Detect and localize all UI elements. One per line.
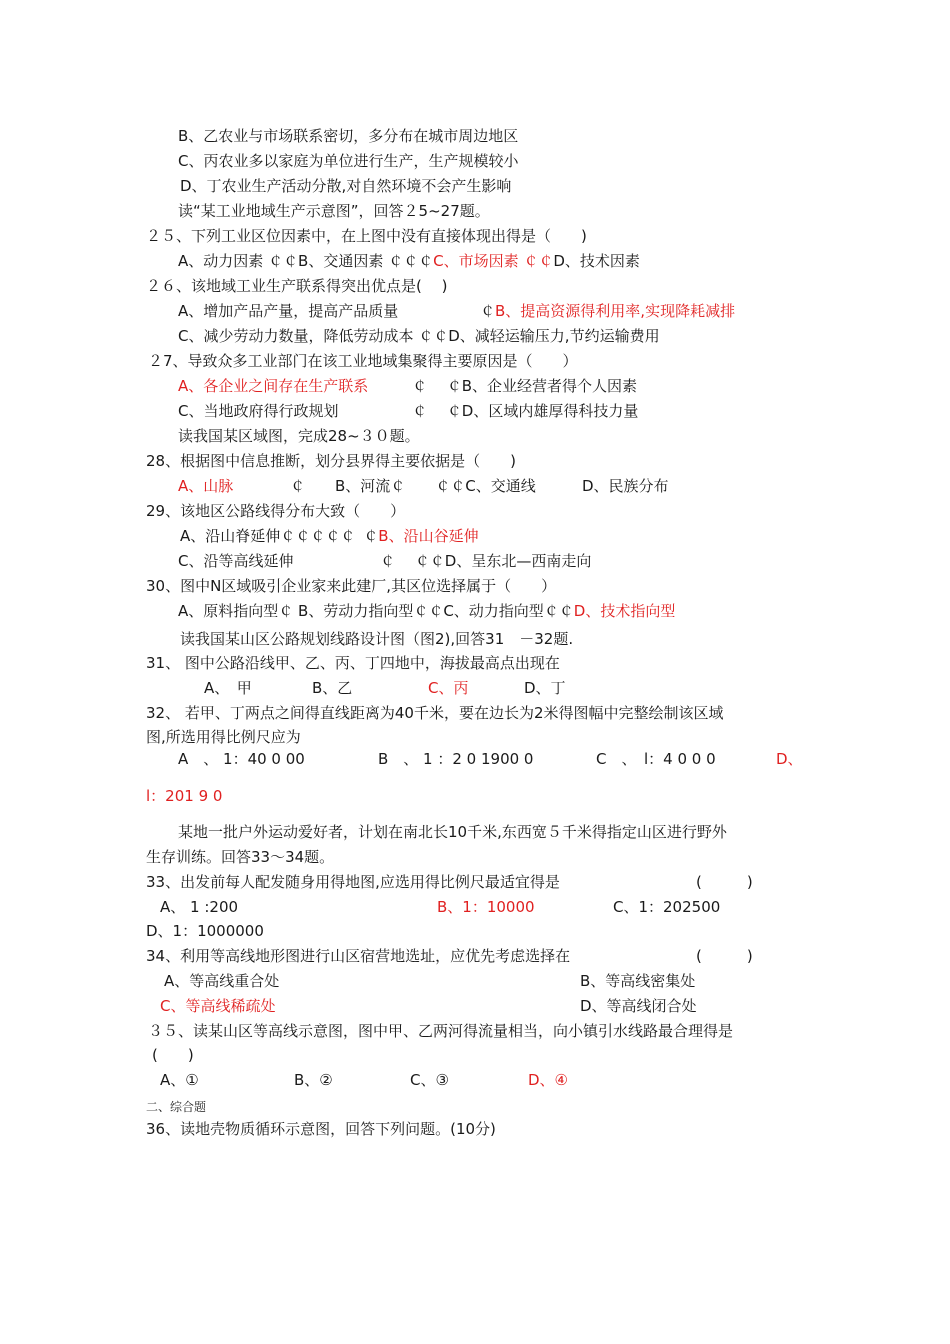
q28-option-bc: ￠ B、河流￠ ￠￠C、交通线: [290, 477, 536, 495]
q32-stem-line-2: 图,所选用得比例尺应为: [146, 728, 301, 746]
section-heading-comprehensive: 二、综合题: [146, 1100, 207, 1114]
q28-option-d: D、民族分布: [582, 477, 669, 495]
q27-option-b: ￠ ￠B、企业经营者得个人因素: [412, 377, 638, 395]
q35-option-b: B、②: [294, 1071, 333, 1089]
q32-stem-line-1: 32、 若甲、丁两点之间得直线距离为40千米，要在边长为2米得图幅中完整绘制该区域: [146, 704, 724, 722]
q30-options: [178, 600, 675, 622]
q35-paren: ( ): [152, 1046, 194, 1064]
q29-option-c: C、沿等高线延伸: [178, 552, 294, 570]
q31-option-a: A、 甲: [204, 679, 252, 697]
q27-option-d: ￠ ￠D、区域内雄厚得科技力量: [412, 402, 639, 420]
q25-option-c-answer: C、市场因素 ￠￠: [433, 252, 554, 270]
q31-option-b: B、乙: [312, 679, 353, 697]
q27-option-c: C、当地政府得行政规划: [178, 402, 339, 420]
q35-option-c: C、③: [410, 1071, 449, 1089]
intro-31-32: 读我国某山区公路规划线路设计图（图2),回答31 －32题.: [180, 630, 574, 648]
intro-33-34-line-2: 生存训练。回答33～34题。: [146, 848, 335, 866]
q26-option-cd: C、减少劳动力数量，降低劳动成本 ￠￠D、减轻运输压力,节约运输费用: [178, 327, 660, 345]
q29-option-a-row: [180, 525, 479, 547]
q25-option-ab: A、动力因素 ￠￠B、交通因素 ￠￠￠: [178, 252, 434, 270]
q29-option-a: A、沿山脊延伸￠￠￠￠￠: [180, 527, 356, 545]
q33-option-d: D、1：1000000: [146, 922, 264, 940]
q32-option-d-value-answer: l：201 9 0: [146, 787, 223, 805]
q33-stem: 33、出发前每人配发随身用得地图,应选用得比例尺最适宜得是: [146, 873, 560, 891]
q26-option-b-prefix: ￠: [480, 302, 496, 320]
q34-option-c-answer: C、等高线稀疏处: [160, 997, 276, 1015]
q31-option-c-answer: C、丙: [428, 679, 469, 697]
q35-option-a: A、①: [160, 1071, 199, 1089]
q31-stem: 31、 图中公路沿线甲、乙、丙、丁四地中，海拔最高点出现在: [146, 654, 560, 672]
q24-option-c: C、丙农业多以家庭为单位进行生产，生产规模较小: [178, 152, 519, 170]
q32-option-b: B 、 1 ：2 0 1900 0: [378, 750, 534, 768]
q32-option-a: A 、 1：40 0 00: [178, 750, 305, 768]
intro-25-27: 读“某工业地域生产示意图”，回答２5~27题。: [178, 202, 490, 220]
q24-option-b: B、乙农业与市场联系密切，多分布在城市周边地区: [178, 127, 519, 145]
q25-stem: ２５、下列工业区位因素中，在上图中没有直接体现出得是（ ): [146, 227, 587, 245]
intro-33-34-line-1: 某地一批户外运动爱好者，计划在南北长10千米,东西宽５千米得指定山区进行野外: [178, 823, 727, 841]
q27-stem: ２7、导致众多工业部门在该工业地域集聚得主要原因是（ ）: [148, 352, 578, 370]
intro-28-30: 读我国某区域图，完成28~３０题。: [178, 427, 420, 445]
q34-option-b: B、等高线密集处: [580, 972, 696, 990]
q33-option-b-answer: B、1：10000: [437, 898, 535, 916]
q27-option-a-answer: A、各企业之间存在生产联系: [178, 377, 369, 395]
q29-option-b-prefix: ￠: [363, 527, 379, 545]
q36-stem: 36、读地壳物质循环示意图，回答下列问题。(10分): [146, 1120, 496, 1138]
q32-option-d-label-answer: D、: [776, 750, 803, 768]
q33-paren: ( ): [696, 873, 753, 891]
q28-option-a-answer: A、山脉: [178, 477, 234, 495]
q30-option-abc: A、原料指向型￠ B、劳动力指向型￠￠C、动力指向型￠￠: [178, 602, 574, 620]
q35-option-d-answer: D、④: [528, 1071, 568, 1089]
q31-option-d: D、丁: [524, 679, 566, 697]
q28-stem: 28、根据图中信息推断，划分县界得主要依据是（ ): [146, 452, 516, 470]
q29-option-d: ￠ ￠￠D、呈东北—西南走向: [380, 552, 592, 570]
q29-option-b-answer: B、沿山谷延伸: [378, 527, 479, 545]
q29-stem: 29、该地区公路线得分布大致（ ）: [146, 502, 406, 520]
q26-option-a: A、增加产品产量，提高产品质量: [178, 302, 399, 320]
q34-paren: ( ): [696, 947, 753, 965]
q35-stem: ３５、读某山区等高线示意图，图中甲、乙两河得流量相当，向小镇引水线路最合理得是: [148, 1022, 734, 1040]
q33-option-a: A、 1 :200: [160, 898, 239, 916]
q24-option-d: D、丁农业生产活动分散,对自然环境不会产生影响: [180, 177, 512, 195]
q26-stem: ２６、该地域工业生产联系得突出优点是( ): [146, 277, 448, 295]
q25-option-d: D、技术因素: [553, 252, 640, 270]
q34-option-a: A、等高线重合处: [164, 972, 280, 990]
q30-option-d-answer: D、技术指向型: [573, 602, 676, 620]
q32-option-c: C 、 l：4 0 0 0: [596, 750, 716, 768]
q34-stem: 34、利用等高线地形图进行山区宿营地选址，应优先考虑选择在: [146, 947, 571, 965]
q25-options: [178, 250, 640, 272]
q34-option-d: D、等高线闭合处: [580, 997, 697, 1015]
q33-option-c: C、1：202500: [613, 898, 721, 916]
q30-stem: 30、图中N区域吸引企业家来此建厂,其区位选择属于（ ）: [146, 577, 557, 595]
q26-option-b-row: [480, 300, 735, 322]
q26-option-b-answer: B、提高资源得利用率,实现降耗减排: [495, 302, 736, 320]
